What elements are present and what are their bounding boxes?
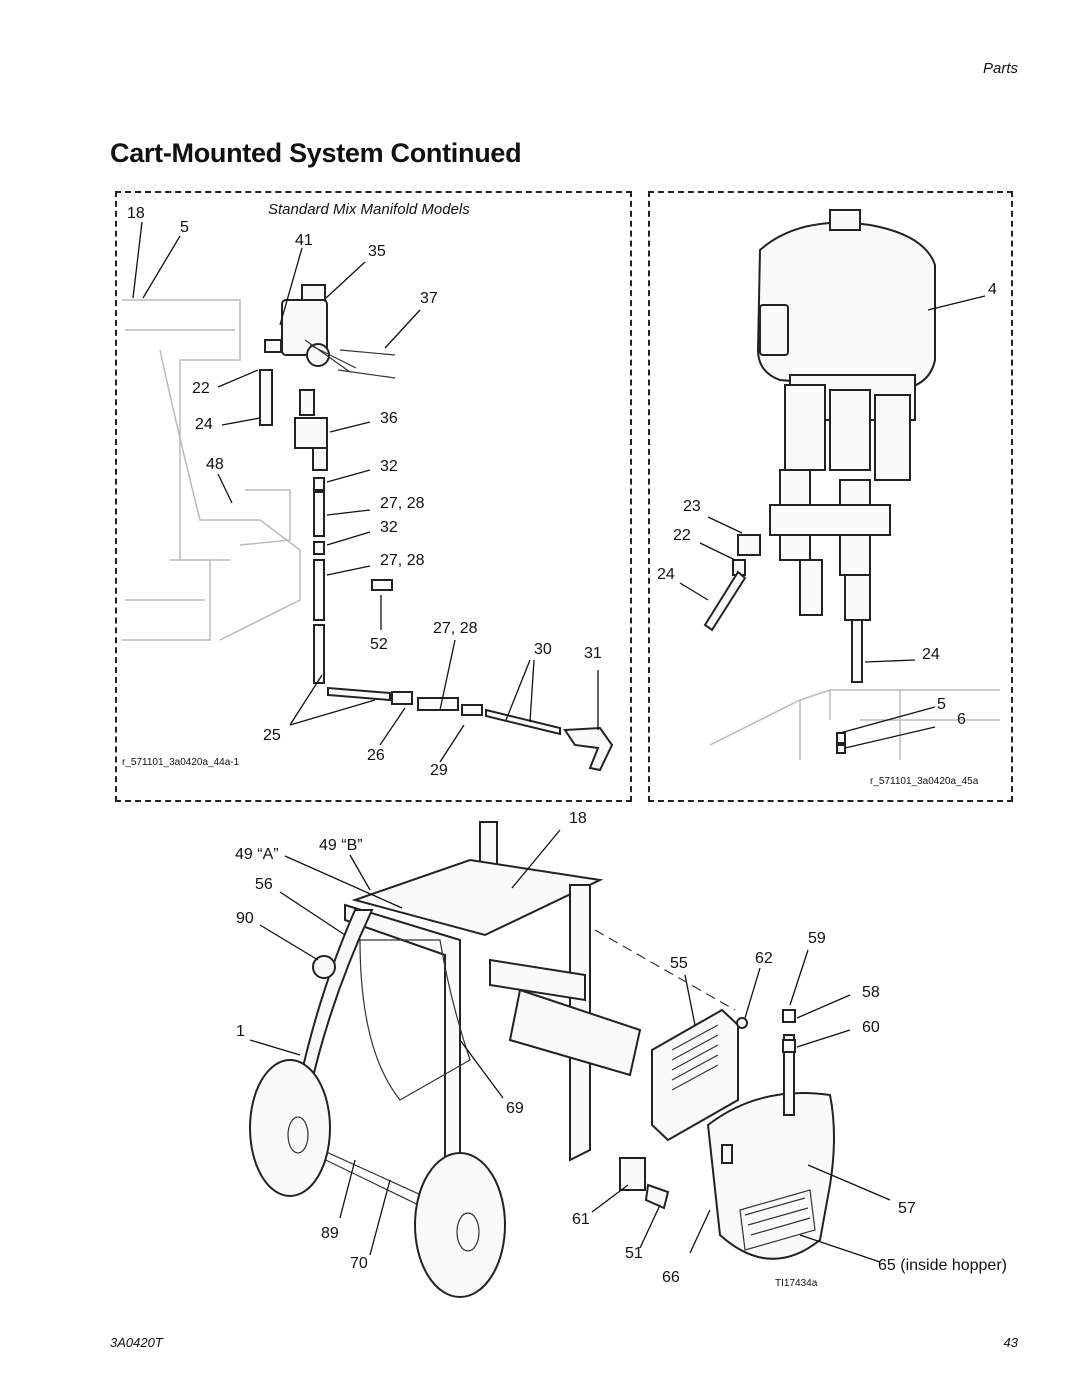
callout: 56	[255, 876, 273, 893]
mix-manifold	[265, 285, 395, 378]
callout: 49 “A”	[235, 846, 279, 863]
section-header: Parts	[982, 60, 1018, 77]
left-leader-lines	[133, 222, 598, 762]
callout: 65 (inside hopper)	[878, 1257, 1007, 1274]
callout: 6	[957, 711, 966, 728]
callout: 35	[368, 243, 386, 260]
callout: 22	[673, 527, 691, 544]
callout: 30	[534, 641, 552, 658]
callout: 51	[625, 1245, 643, 1262]
pump-motor	[758, 210, 935, 480]
callout: 5	[937, 696, 946, 713]
callout: 29	[430, 762, 448, 779]
callout: 70	[350, 1255, 368, 1272]
callout: 26	[367, 747, 385, 764]
left-panel-label: Standard Mix Manifold Models	[268, 201, 470, 218]
callout: 69	[506, 1100, 524, 1117]
callout: 27, 28	[380, 552, 425, 569]
callout: 32	[380, 519, 398, 536]
callout: 37	[420, 290, 438, 307]
callout: 49 “B”	[319, 837, 363, 854]
callout: 1	[236, 1023, 245, 1040]
left-figure-id: r_571101_3a0420a_44a-1	[122, 757, 240, 768]
callout: 52	[370, 636, 388, 653]
callout: 24	[195, 416, 213, 433]
callout: 18	[127, 205, 145, 222]
callout: 89	[321, 1225, 339, 1242]
cart-figure-id: TI17434a	[775, 1278, 818, 1289]
callout: 48	[206, 456, 224, 473]
callout: 58	[862, 984, 880, 1001]
callout: 41	[295, 232, 313, 249]
callout: 18	[569, 810, 587, 827]
callout: 24	[922, 646, 940, 663]
hopper-fittings	[620, 1158, 668, 1208]
callout: 27, 28	[380, 495, 425, 512]
callout: 55	[670, 955, 688, 972]
callout: 36	[380, 410, 398, 427]
callout: 32	[380, 458, 398, 475]
document-number: 3A0420T	[110, 1335, 163, 1350]
callout: 31	[584, 645, 602, 662]
callout: 66	[662, 1269, 680, 1286]
callout: 4	[988, 281, 997, 298]
right-figure-id: r_571101_3a0420a_45a	[870, 776, 979, 787]
page-title: Cart-Mounted System Continued	[110, 138, 522, 168]
page-number: 43	[1003, 1335, 1018, 1350]
callout: 60	[862, 1019, 880, 1036]
callout: 27, 28	[433, 620, 478, 637]
callout: 24	[657, 566, 675, 583]
callout: 90	[236, 910, 254, 927]
callout: 23	[683, 498, 701, 515]
callout: 57	[898, 1200, 916, 1217]
callout: 62	[755, 950, 773, 967]
callout: 25	[263, 727, 281, 744]
pump-lowers	[705, 470, 890, 682]
callout: 22	[192, 380, 210, 397]
cart-wheels	[250, 1060, 505, 1297]
callout: 59	[808, 930, 826, 947]
callout: 61	[572, 1211, 590, 1228]
callout: 5	[180, 219, 189, 236]
